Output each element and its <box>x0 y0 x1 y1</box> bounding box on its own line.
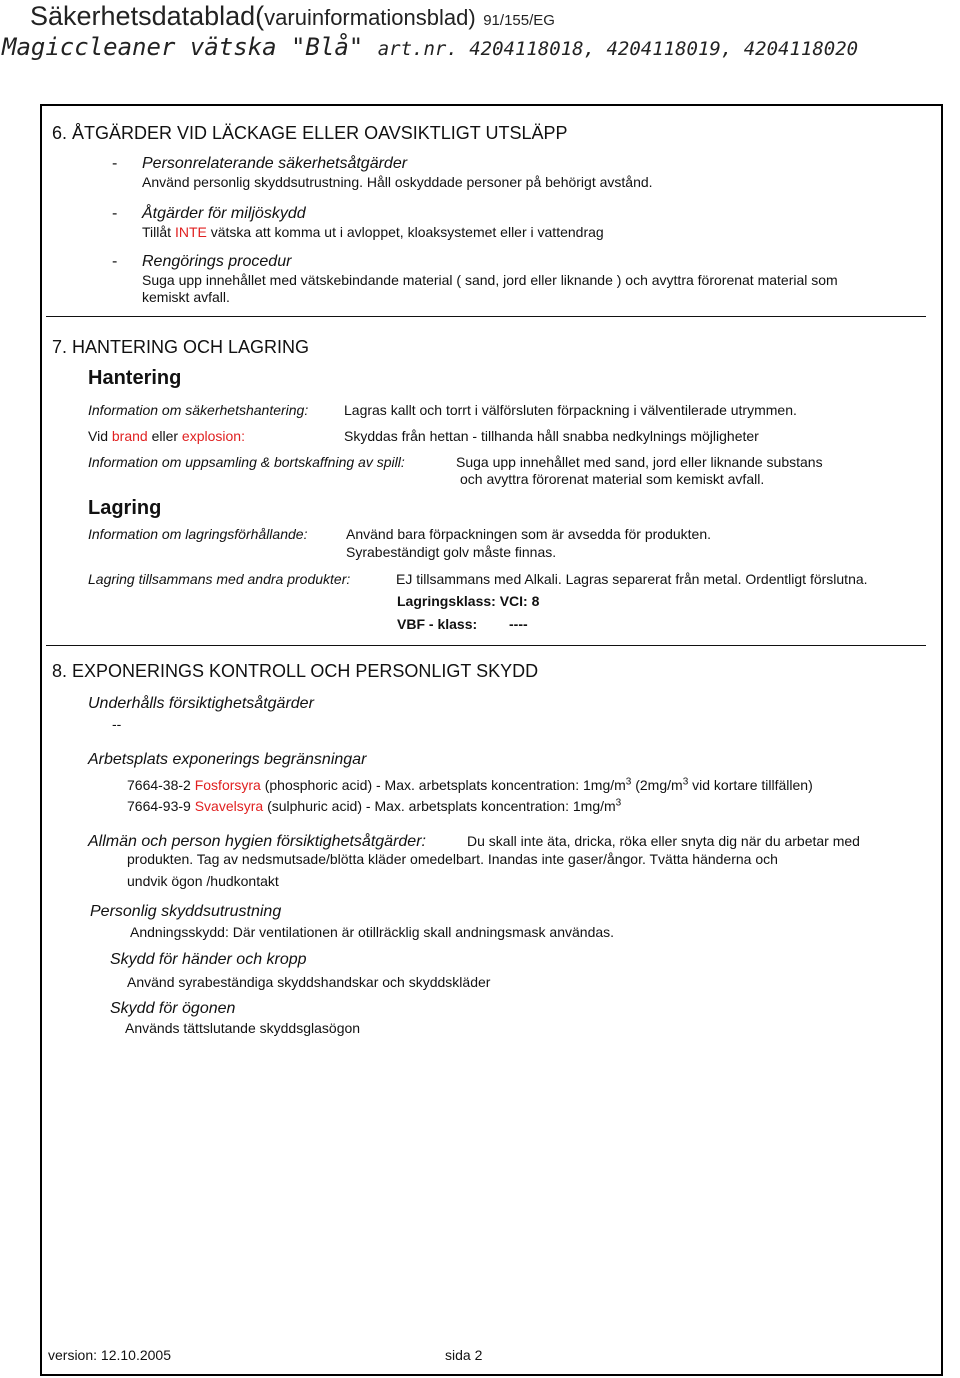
label-hygiene: Allmän och person hygien försiktighetsåtgärder: <box>88 833 426 850</box>
section-7-title: 7. HANTERING OCH LAGRING <box>52 337 310 357</box>
vbf-class-value: ---- <box>509 616 528 632</box>
eye-value: Används tättslutande skyddsglasögon <box>125 1020 361 1036</box>
product-line <box>2 33 858 63</box>
subheading-personal-safety: Personrelaterande säkerhetsåtgärder <box>142 155 408 172</box>
value-spill-info-line1: Suga upp innehållet med sand, jord eller liknande substans <box>456 454 823 470</box>
vbf-class-label: VBF - klass: <box>397 616 478 632</box>
exposure-row-sulphuric: 7664-93-9 Svavelsyra (sulphuric acid) - Max. arbetsplats koncentration: $1mg/m^3$ <box>127 797 622 814</box>
exposure-row-phosphoric: 7664-38-2 Fosforsyra (phosphoric acid) - Max. arbetsplats koncentration: $1mg/m^3$ ($2mg/m^3$ vid kortare tillfällen) <box>127 776 813 793</box>
environment-text: Tillåt INTE vätska att komma ut i avloppet, kloaksystemet eller i vattendrag <box>142 224 604 240</box>
label-handling-info: Information om säkerhetshantering: <box>88 402 309 418</box>
cleaning-text-line2: kemiskt avfall. <box>142 289 230 305</box>
subheading-maintenance: Underhålls försiktighetsåtgärder <box>88 695 314 712</box>
dash-bullet: - <box>112 205 118 222</box>
hygiene-text-line1: Du skall inte äta, dricka, röka eller snyta dig när du arbetar med <box>467 833 860 849</box>
hygiene-text-line2: produkten. Tag av nedsmutsade/blötta kläder omedelbart. Inandas inte gaser/ångor. Tvätta händerna och <box>127 851 778 867</box>
value-storage-with-others: EJ tillsammans med Alkali. Lagras separerat från metal. Ordentligt förslutna. <box>396 571 868 587</box>
product-name: Magiccleaner vätska "Blå" <box>2 33 364 61</box>
dash-bullet: - <box>112 155 118 172</box>
respiratory-protection: Andningsskydd: Där ventilationen är otillräcklig skall andningsmask användas. <box>130 924 615 940</box>
section-6-title: 6. ÅTGÄRDER VID LÄCKAGE ELLER OAVSIKTLIGT UTSLÄPP <box>52 123 568 143</box>
subheading-environment: Åtgärder för miljöskydd <box>142 205 306 222</box>
cleaning-text-line1: Suga upp innehållet med vätskebindande material ( sand, jord eller liknande ) och avyttra förorenat material som <box>142 272 838 288</box>
value-fire-explosion: Skyddas från hettan - tillhanda håll snabba nedkylnings möjligheter <box>344 428 759 444</box>
version-stamp: version: 12.10.2005 <box>48 1347 171 1363</box>
value-spill-info-line2: och avyttra förorenat material som kemiskt avfall. <box>460 471 765 487</box>
emphasis-not: INTE <box>174 224 207 240</box>
chemical-name: Svavelsyra <box>194 798 264 814</box>
section-8-title: 8. EXPONERINGS KONTROLL OCH PERSONLIGT SKYDD <box>52 661 539 681</box>
heading-lagring: Lagring <box>88 497 162 519</box>
subheading-cleaning: Rengörings procedur <box>142 253 292 270</box>
maintenance-value: -- <box>112 716 122 732</box>
subheading-hand-body: Skydd för händer och kropp <box>110 951 307 968</box>
heading-hantering: Hantering <box>88 367 182 389</box>
directive-ref: 91/155/EG <box>483 12 555 29</box>
label-fire-explosion: Vid brand eller explosion: <box>88 428 245 444</box>
hand-body-value: Använd syrabeständiga skyddshandskar och skyddskläder <box>127 974 491 990</box>
hygiene-text-line3: undvik ögon /hudkontakt <box>127 873 279 889</box>
subheading-exposure-limits: Arbetsplats exponerings begränsningar <box>88 751 367 768</box>
personal-safety-text: Använd personlig skyddsutrustning. Håll oskyddade personer på behörigt avstånd. <box>142 174 653 190</box>
label-storage-with-others: Lagring tillsammans med andra produkter: <box>88 571 351 587</box>
label-storage-info: Information om lagringsförhållande: <box>88 526 308 542</box>
section-divider <box>46 645 926 646</box>
chemical-name: Fosforsyra <box>194 777 261 793</box>
section-divider <box>46 316 926 317</box>
document-title: Säkerhetsdatablad(varuinformationsblad) 91/155/EG <box>30 1 555 31</box>
page-number: sida 2 <box>445 1347 483 1363</box>
article-numbers: art.nr. 4204118018, 4204118019, 4204118020 <box>377 38 859 60</box>
value-handling-info: Lagras kallt och torrt i välförsluten förpackning i välventilerade utrymmen. <box>344 402 797 418</box>
dash-bullet: - <box>112 253 118 270</box>
value-storage-info-line1: Använd bara förpackningen som är avsedda för produkten. <box>346 526 712 542</box>
label-spill-info: Information om uppsamling & bortskaffning av spill: <box>88 454 405 470</box>
storage-class: Lagringsklass: VCI: 8 <box>397 593 540 609</box>
subheading-eye: Skydd för ögonen <box>110 1000 236 1017</box>
value-storage-info-line2: Syrabeständigt golv måste finnas. <box>346 544 557 560</box>
subheading-ppe: Personlig skyddsutrustning <box>90 903 282 920</box>
